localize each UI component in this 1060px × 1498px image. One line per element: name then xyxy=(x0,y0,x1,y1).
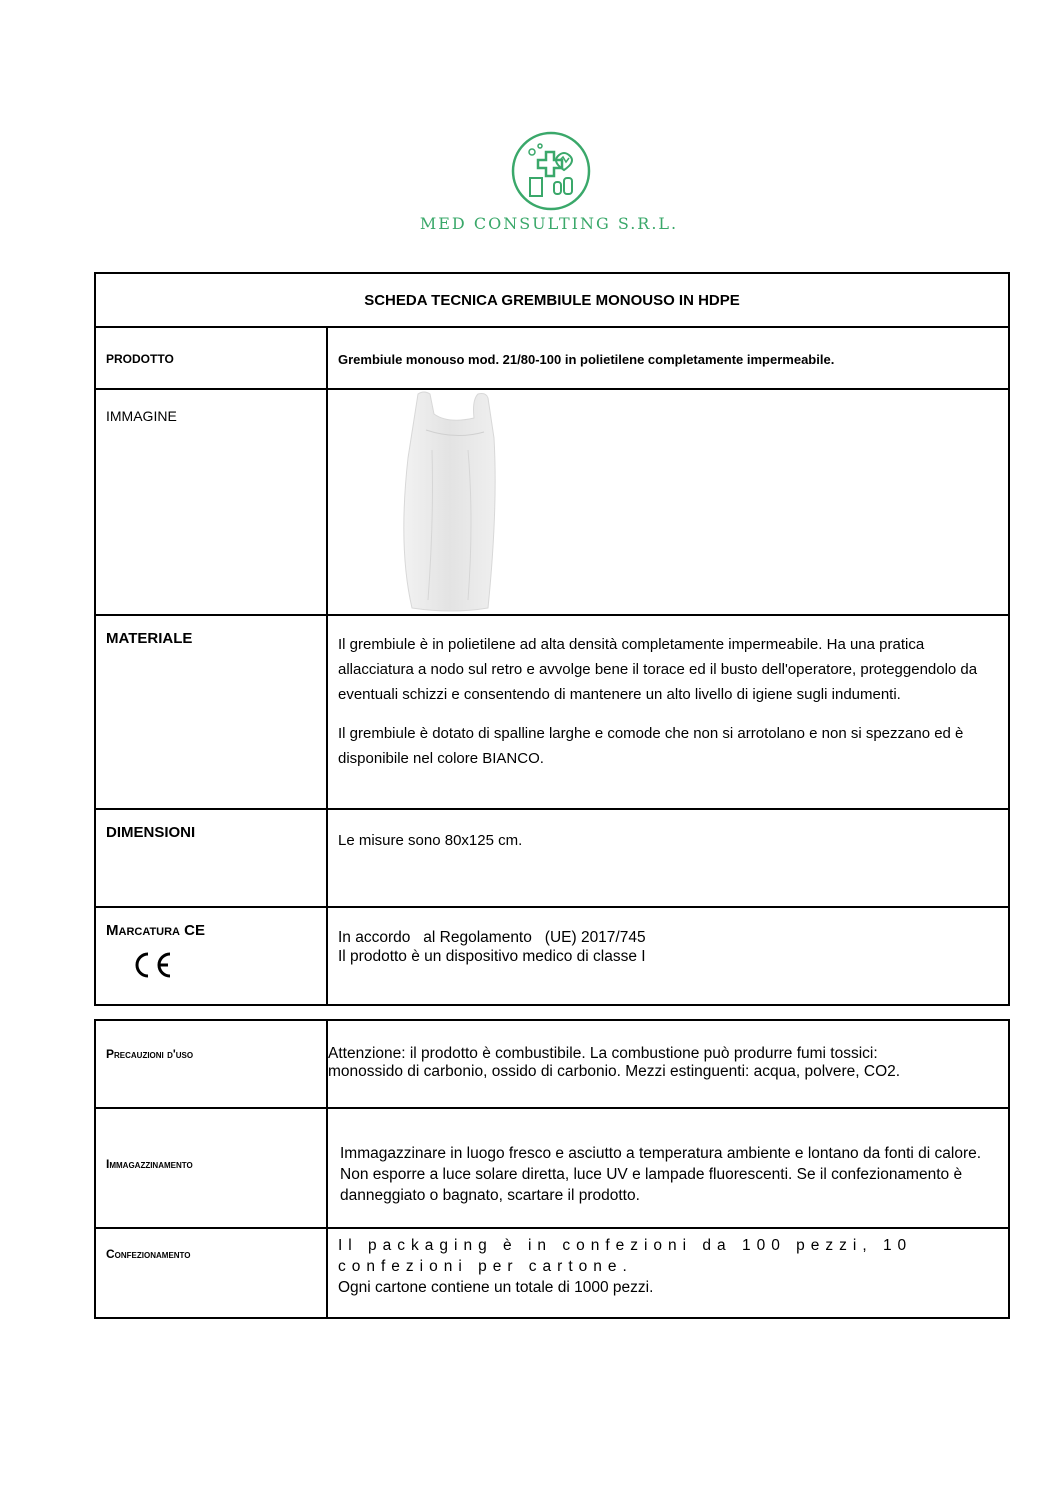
confezionamento-line-1: Il packaging è in confezioni da 100 pezzi, 10 confezioni per cartone. xyxy=(338,1237,913,1275)
row-immagine xyxy=(95,389,1009,615)
label-dimensioni: DIMENSIONI xyxy=(95,809,327,907)
label-prodotto: PRODOTTO xyxy=(95,327,327,389)
value-materiale xyxy=(327,615,1009,809)
title-row xyxy=(95,273,1009,327)
materiale-paragraph-2: Il grembiule è dotato di spalline larghe e comode che non si arrotolano e non si spezzano ed è disponibile nel colore BIANCO. xyxy=(338,725,964,767)
label-immagine: IMMAGINE xyxy=(95,389,327,615)
usage-table xyxy=(94,1019,1010,1319)
apron-image xyxy=(328,390,528,612)
confezionamento-line-2: Ogni cartone contiene un totale di 1000 pezzi. xyxy=(338,1279,654,1296)
label-confezionamento: Confezionamento xyxy=(95,1228,327,1318)
label-precauzioni: Precauzioni d'uso xyxy=(95,1020,327,1108)
company-name: MED CONSULTING S.R.L. xyxy=(419,214,679,233)
value-prodotto: Grembiule monouso mod. 21/80-100 in polietilene completamente impermeabile. xyxy=(327,327,1009,389)
marcatura-line-1: In accordo al Regolamento (UE) 2017/745 xyxy=(338,929,646,946)
image-cell xyxy=(327,389,1009,615)
materiale-paragraph-1: Il grembiule è in polietilene ad alta densità completamente impermeabile. Ha una pratica allacciatura a nodo sul retro e avvolge bene il torace ed il busto dell'operatore, proteggendolo da eventuali schizzi e consentendo di mantenere un alto livello di igiene sugli indumenti. xyxy=(338,636,978,703)
row-immagazzinamento xyxy=(95,1108,1009,1228)
value-confezionamento xyxy=(327,1228,1009,1318)
label-materiale: MATERIALE xyxy=(95,615,327,809)
spec-table xyxy=(94,272,1010,1006)
value-immagazzinamento: Immagazzinare in luogo fresco e asciutto a temperatura ambiente e lontano da fonti di calore. Non esporre a luce solare diretta, luce UV e lampade fluorescenti. Se il confezionamento è danneggiato o bagnato, scartare il prodotto. xyxy=(327,1108,1009,1228)
row-confezionamento xyxy=(95,1228,1009,1318)
medical-logo-icon xyxy=(510,130,592,212)
value-dimensioni: Le misure sono 80x125 cm. xyxy=(327,809,1009,907)
label-immagazzinamento: Immagazzinamento xyxy=(95,1108,327,1228)
row-marcatura xyxy=(95,907,1009,1005)
company-logo xyxy=(404,124,694,244)
row-precauzioni xyxy=(95,1020,1009,1108)
row-dimensioni xyxy=(95,809,1009,907)
row-prodotto xyxy=(95,327,1009,389)
sheet-title: SCHEDA TECNICA GREMBIULE MONOUSO IN HDPE xyxy=(95,273,1009,327)
value-marcatura xyxy=(327,907,1009,1005)
row-materiale xyxy=(95,615,1009,809)
ce-mark-icon xyxy=(130,951,174,979)
label-marcatura-cell xyxy=(95,907,327,1005)
label-marcatura: Marcatura CE xyxy=(106,922,206,939)
marcatura-line-2: Il prodotto è un dispositivo medico di classe I xyxy=(338,948,646,965)
value-precauzioni: Attenzione: il prodotto è combustibile. La combustione può produrre fumi tossici: monossido di carbonio, ossido di carbonio. Mezzi estinguenti: acqua, polvere, CO2. xyxy=(327,1020,1009,1108)
